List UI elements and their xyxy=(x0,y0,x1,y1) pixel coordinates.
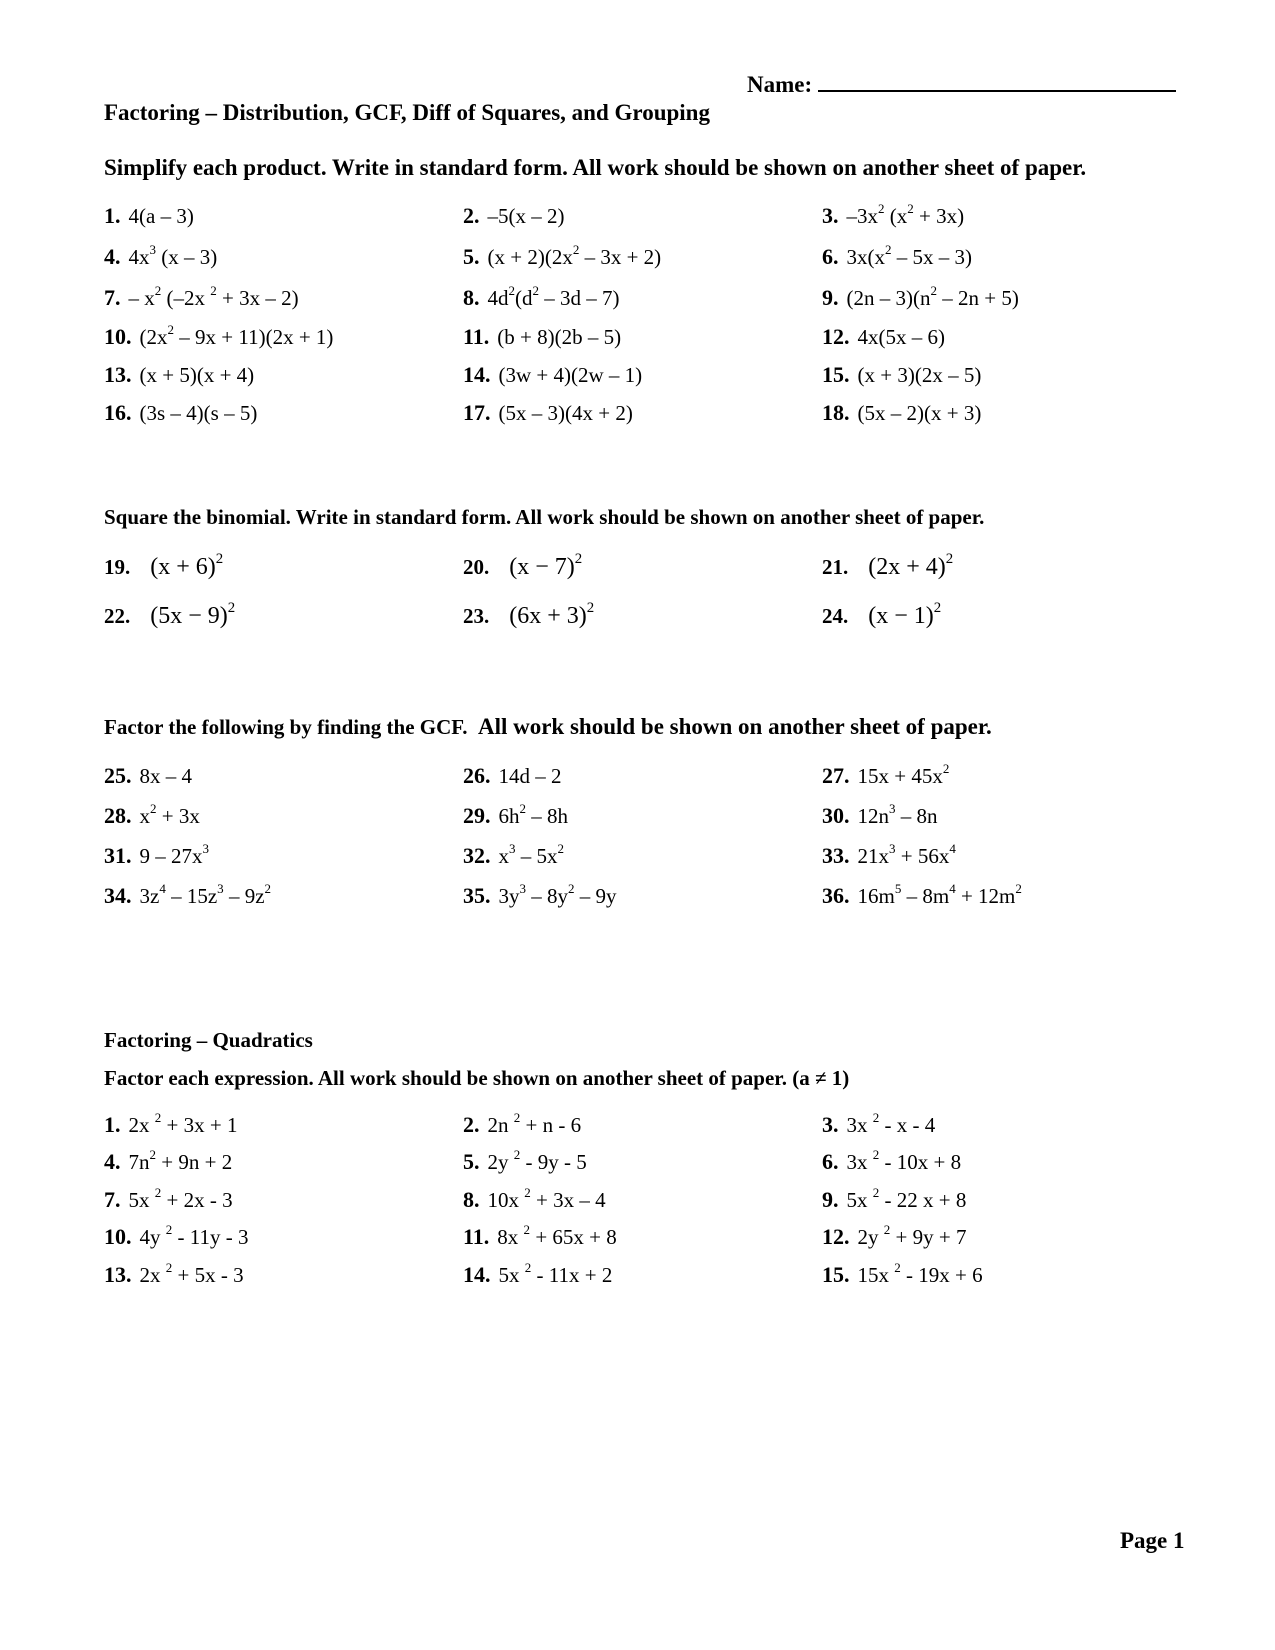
problem-item xyxy=(463,362,642,388)
problem-number: 26. xyxy=(463,763,491,788)
problem-number: 25. xyxy=(104,763,132,788)
problem-expression: $3x(x^2 - 5x - 3)$ xyxy=(846,242,973,269)
section3-instruction xyxy=(104,714,992,740)
problem-item xyxy=(822,599,942,630)
problem-expression: 14d – 2 xyxy=(498,764,562,788)
problem-number: 11. xyxy=(463,1224,490,1249)
problem-number: 18. xyxy=(822,400,850,425)
problem-expression: 2n $^2$ + n - 6 xyxy=(487,1110,582,1137)
problem-number: 3. xyxy=(822,203,839,228)
problem-item xyxy=(104,324,333,350)
problem-item xyxy=(463,803,568,829)
problem-item xyxy=(104,400,257,426)
problem-item xyxy=(463,763,562,789)
problem-number: 4. xyxy=(104,244,121,269)
section4-instruction: Factor each expression. All work should be shown on another sheet of paper. (a ≠ 1) xyxy=(104,1066,850,1090)
problem-number: 9. xyxy=(822,285,839,310)
problem-expression: 4x(5x – 6) xyxy=(857,325,945,349)
problem-number: 13. xyxy=(104,1262,132,1287)
problem-expression: $(x - 7)^2$ xyxy=(509,550,583,580)
problem-expression: $7n^2 + 9n + 2$ xyxy=(128,1147,233,1174)
problem-expression: $3z^4 - 15z^3 - 9z^2$ xyxy=(139,881,272,908)
problem-item xyxy=(822,550,954,581)
problem-expression: 10x $^2$ + 3x – 4 xyxy=(487,1185,606,1212)
section4-title: Factoring – Quadratics xyxy=(104,1028,313,1052)
problem-number: 21. xyxy=(822,555,849,579)
problem-item xyxy=(104,1262,244,1288)
problem-expression: $(6x + 3)^2$ xyxy=(509,599,595,629)
problem-expression: 15x $^2$ - 19x + 6 xyxy=(857,1260,983,1287)
problem-number: 14. xyxy=(463,362,491,387)
problem-expression: $(2x + 4)^2$ xyxy=(868,550,954,580)
problem-expression: $16m^5 - 8m^4 + 12m^2$ xyxy=(857,881,1022,908)
problem-expression: 5x $^2$ - 22 x + 8 xyxy=(846,1185,967,1212)
problem-number: 1. xyxy=(104,1112,121,1137)
problem-expression: 4y $^2$ - 11y - 3 xyxy=(139,1222,249,1249)
problem-expression: $-3x^2$ $(x^2 + 3x)$ xyxy=(846,201,965,228)
problem-expression: 2y $^2$ - 9y - 5 xyxy=(487,1147,587,1174)
problem-number: 32. xyxy=(463,843,491,868)
problem-item xyxy=(104,362,254,388)
problem-expression: 5x $^2$ + 2x - 3 xyxy=(128,1185,233,1212)
problem-number: 17. xyxy=(463,400,491,425)
problem-number: 7. xyxy=(104,285,121,310)
problem-expression: $(2x^2 - 9x + 11)(2x + 1)$ xyxy=(139,322,334,349)
problem-expression: 3x $^2$ - x - 4 xyxy=(846,1110,936,1137)
problem-number: 11. xyxy=(463,324,490,349)
problem-expression: $9 - 27x^3$ xyxy=(139,841,210,868)
problem-number: 31. xyxy=(104,843,132,868)
problem-item xyxy=(104,203,194,229)
problem-expression: 5x $^2$ - 11x + 2 xyxy=(498,1260,613,1287)
problem-expression: $15x + 45x^2$ xyxy=(857,761,950,788)
problem-expression: $12n^3 - 8n$ xyxy=(857,801,938,828)
problem-expression: 4(a – 3) xyxy=(128,204,194,228)
problem-number: 1. xyxy=(104,203,121,228)
problem-item xyxy=(104,803,200,829)
problem-expression: $4d^2(d^2 - 3d - 7)$ xyxy=(487,283,620,310)
problem-number: 29. xyxy=(463,803,491,828)
problem-item xyxy=(822,400,981,426)
problem-number: 5. xyxy=(463,1149,480,1174)
problem-number: 2. xyxy=(463,203,480,228)
problem-expression: $(5x - 9)^2$ xyxy=(150,599,236,629)
problem-number: 12. xyxy=(822,324,850,349)
problem-number: 4. xyxy=(104,1149,121,1174)
problem-expression: $(x + 6)^2$ xyxy=(150,550,224,580)
problem-item xyxy=(822,1262,983,1288)
problem-number: 13. xyxy=(104,362,132,387)
problem-expression: (5x – 3)(4x + 2) xyxy=(498,401,633,425)
problem-expression: $4x^3$ (x – 3) xyxy=(128,242,218,269)
problem-item xyxy=(104,1224,248,1250)
problem-item xyxy=(463,599,595,630)
problem-item xyxy=(104,599,236,630)
problem-number: 5. xyxy=(463,244,480,269)
problem-item xyxy=(822,362,981,388)
problem-item xyxy=(104,1149,232,1175)
problem-number: 8. xyxy=(463,285,480,310)
problem-number: 30. xyxy=(822,803,850,828)
page-number: Page 1 xyxy=(1120,1528,1185,1553)
problem-expression: $21x^3 + 56x^4$ xyxy=(857,841,956,868)
problem-expression: $x^3 - 5x^2$ xyxy=(498,841,565,868)
problem-number: 14. xyxy=(463,1262,491,1287)
problem-item xyxy=(463,1112,581,1138)
problem-number: 10. xyxy=(104,324,132,349)
problem-number: 20. xyxy=(463,555,490,579)
problem-item xyxy=(104,843,209,869)
problem-expression: 2x $^2$ + 3x + 1 xyxy=(128,1110,238,1137)
problem-number: 19. xyxy=(104,555,131,579)
problem-expression: (x + 5)(x + 4) xyxy=(139,363,255,387)
problem-item xyxy=(463,883,617,909)
problem-expression: 2x $^2$ + 5x - 3 xyxy=(139,1260,244,1287)
worksheet-title: Factoring – Distribution, GCF, Diff of Squares, and Grouping xyxy=(104,100,710,125)
problem-expression: $(x - 1)^2$ xyxy=(868,599,942,629)
problem-item xyxy=(104,1187,233,1213)
section3-instruction-a: Factor the following by finding the GCF. xyxy=(104,715,468,739)
problem-item xyxy=(104,763,192,789)
problem-number: 24. xyxy=(822,604,849,628)
problem-item xyxy=(822,324,945,350)
problem-expression: –5(x – 2) xyxy=(487,204,565,228)
problem-number: 9. xyxy=(822,1187,839,1212)
problem-number: 6. xyxy=(822,1149,839,1174)
problem-number: 23. xyxy=(463,604,490,628)
section2-instruction: Square the binomial. Write in standard form. All work should be shown on another sheet of paper. xyxy=(104,505,985,529)
name-field xyxy=(747,72,1176,98)
problem-expression: (b + 8)(2b – 5) xyxy=(497,325,622,349)
problem-expression: $6h^2 - 8h$ xyxy=(498,801,569,828)
problem-expression: 8x $^2$ + 65x + 8 xyxy=(497,1222,617,1249)
problem-item xyxy=(822,843,956,869)
problem-number: 28. xyxy=(104,803,132,828)
problem-item xyxy=(822,1112,935,1138)
problem-item xyxy=(822,203,964,229)
problem-number: 8. xyxy=(463,1187,480,1212)
problem-number: 10. xyxy=(104,1224,132,1249)
problem-item xyxy=(104,550,224,581)
name-blank-line xyxy=(818,72,1176,92)
problem-number: 16. xyxy=(104,400,132,425)
problem-item xyxy=(822,763,949,789)
problem-number: 15. xyxy=(822,362,850,387)
problem-expression: (3s – 4)(s – 5) xyxy=(139,401,258,425)
problem-number: 34. xyxy=(104,883,132,908)
problem-expression: – $x^2$ (–2x $^2$ + 3x – 2) xyxy=(128,283,299,310)
problem-number: 35. xyxy=(463,883,491,908)
problem-item xyxy=(463,1262,612,1288)
problem-number: 12. xyxy=(822,1224,850,1249)
problem-expression: (x + 3)(2x – 5) xyxy=(857,363,982,387)
problem-expression: $3y^3 - 8y^2 - 9y$ xyxy=(498,881,617,908)
problem-expression: (3w + 4)(2w – 1) xyxy=(498,363,643,387)
problem-item xyxy=(463,1149,587,1175)
problem-number: 2. xyxy=(463,1112,480,1137)
problem-item xyxy=(822,803,938,829)
problem-item xyxy=(463,244,661,270)
section3-instruction-b: All work should be shown on another sheet of paper. xyxy=(477,714,992,739)
problem-item xyxy=(463,400,633,426)
problem-item xyxy=(822,244,972,270)
problem-item xyxy=(463,203,565,229)
problem-item xyxy=(104,883,271,909)
problem-number: 27. xyxy=(822,763,850,788)
problem-item xyxy=(463,550,583,581)
problem-item xyxy=(822,1224,966,1250)
problem-item xyxy=(463,1224,617,1250)
problem-expression: $(x + 2)(2x^2 - 3x + 2)$ xyxy=(487,242,662,269)
problem-item xyxy=(104,285,299,311)
section1-instruction: Simplify each product. Write in standard form. All work should be shown on another sheet of paper. xyxy=(104,155,1087,180)
problem-item xyxy=(463,324,621,350)
problem-expression: (5x – 2)(x + 3) xyxy=(857,401,982,425)
problem-number: 22. xyxy=(104,604,131,628)
problem-number: 15. xyxy=(822,1262,850,1287)
problem-number: 7. xyxy=(104,1187,121,1212)
problem-expression: $(2n - 3)(n^2 - 2n + 5)$ xyxy=(846,283,1019,310)
problem-expression: 2y $^2$ + 9y + 7 xyxy=(857,1222,967,1249)
problem-item xyxy=(822,883,1022,909)
problem-item xyxy=(104,1112,237,1138)
problem-number: 33. xyxy=(822,843,850,868)
problem-item xyxy=(463,1187,606,1213)
problem-expression: $x^2 + 3x$ xyxy=(139,801,200,828)
problem-number: 36. xyxy=(822,883,850,908)
problem-item xyxy=(822,1187,966,1213)
problem-item xyxy=(463,285,620,311)
problem-item xyxy=(104,244,217,270)
problem-expression: 3x $^2$ - 10x + 8 xyxy=(846,1147,962,1174)
problem-number: 3. xyxy=(822,1112,839,1137)
name-label: Name: xyxy=(747,72,813,97)
problem-number: 6. xyxy=(822,244,839,269)
problem-item xyxy=(822,1149,961,1175)
problem-item xyxy=(822,285,1019,311)
problem-expression: 8x – 4 xyxy=(139,764,192,788)
problem-item xyxy=(463,843,564,869)
